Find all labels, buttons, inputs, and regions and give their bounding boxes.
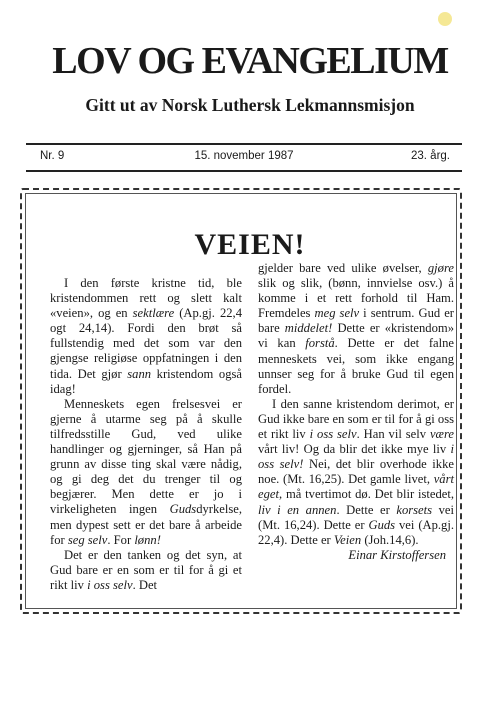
- body-text: i sentrum. Gud er bare: [258, 306, 454, 336]
- emphasis-text: sektlære: [132, 306, 175, 321]
- author-signature: Einar Kirstoffersen: [348, 547, 446, 562]
- body-text: Dette er «kristendom» vi kan: [258, 321, 454, 351]
- article-column-left: [50, 276, 242, 593]
- body-text: (Ap.gj. 22,4 ogt 24,14). Fordi den brøt så fullstendig med det som var den gjengse religiøse oppfatningen i den tida. Det gjør: [50, 306, 242, 381]
- masthead-subtitle: Gitt ut av Norsk Luthersk Lekmannsmisjon: [85, 95, 415, 115]
- emphasis-text: i oss selv: [309, 427, 357, 442]
- emphasis-text: forstå: [305, 336, 335, 351]
- emphasis-text: meg selv: [314, 306, 360, 321]
- emphasis-text: sann: [127, 366, 152, 381]
- body-text: gjelder bare ved ulike øvelser,: [258, 261, 428, 275]
- emphasis-text: Veien: [333, 532, 362, 547]
- body-text: . Dette er: [336, 502, 397, 517]
- emphasis-text: lønn!: [134, 532, 161, 547]
- body-text: I den sanne kristendom derimot, er Gud ikke bare en som er til for å gi oss et rikt liv: [258, 396, 454, 442]
- body-text: Menneskets egen frelsesvei er gjerne å utarme seg på å skulle tilfredsstille Gud, ved ulike handlinger og gjerninger, så Han på grunn av disse ting skal være nådig, og gi deg det du trenger til og begjærer. Men dette er jo i virkeligheten ingen: [50, 396, 242, 517]
- issue-volume: 23. årg.: [411, 150, 450, 162]
- body-text: . Han vil selv: [356, 427, 430, 442]
- emphasis-text: seg selv: [67, 532, 108, 547]
- issue-date: 15. november 1987: [194, 150, 294, 162]
- body-text: slik og slik, (bønn, innvielse osv.) å komme i et rett forhold til Ham. Fremdeles: [258, 276, 454, 321]
- body-text: Nei, det blir overhode ikke noe. (Mt. 16,25). Det gamle livet,: [258, 457, 454, 487]
- emphasis-text: i oss selv: [87, 577, 133, 592]
- paragraph: [258, 261, 454, 397]
- body-text: Det er den tanken og det syn, at Gud bare er en som er til for å gi et rikt liv: [50, 547, 242, 592]
- emphasis-text: Guds: [169, 502, 197, 517]
- body-text: . Det: [132, 577, 158, 592]
- body-text: dyrkelse, men dypest sett er det bare å arbeide for: [50, 502, 242, 547]
- paragraph: [50, 397, 242, 548]
- body-text: I den første kristne tid, ble kristendommen rett og slett kalt «veien», og en: [50, 276, 242, 321]
- issue-info-bar: [26, 143, 462, 172]
- emphasis-text: middelet!: [284, 321, 333, 336]
- body-text: vårt liv! Og da blir det ikke mye liv: [258, 442, 451, 457]
- emphasis-text: liv i en annen: [258, 502, 337, 517]
- body-text: , må tvertimot dø. Det blir istedet,: [278, 487, 454, 502]
- emphasis-text: korsets: [396, 502, 433, 517]
- body-text: . For: [107, 532, 135, 547]
- body-text: vei (Ap.gj. 22,4). Dette er: [258, 517, 454, 547]
- issue-number: Nr. 9: [40, 150, 65, 162]
- emphasis-text: vårt eget: [258, 472, 454, 502]
- body-text: vei (Mt. 16,24). Dette er: [258, 502, 454, 532]
- body-text: . Dette er det falne menneskets vei, som ikke engang unnser seg for å bruke Gud til egen fordel.: [258, 336, 454, 396]
- emphasis-text: Guds: [368, 517, 396, 532]
- emphasis-text: gjøre: [427, 261, 454, 275]
- article-headline: VEIEN!: [194, 228, 306, 261]
- masthead-title: LOV OG EVANGELIUM: [52, 40, 448, 82]
- emphasis-text: være: [429, 427, 454, 442]
- corner-mark: [438, 12, 452, 26]
- paragraph: [50, 548, 242, 593]
- paragraph: [50, 276, 242, 397]
- body-text: kristendom også idag!: [50, 366, 242, 396]
- body-text: (Joh.14,6).: [361, 532, 419, 547]
- paragraph: [258, 397, 454, 548]
- emphasis-text: i oss selv!: [258, 442, 454, 472]
- article-column-right: [258, 261, 454, 563]
